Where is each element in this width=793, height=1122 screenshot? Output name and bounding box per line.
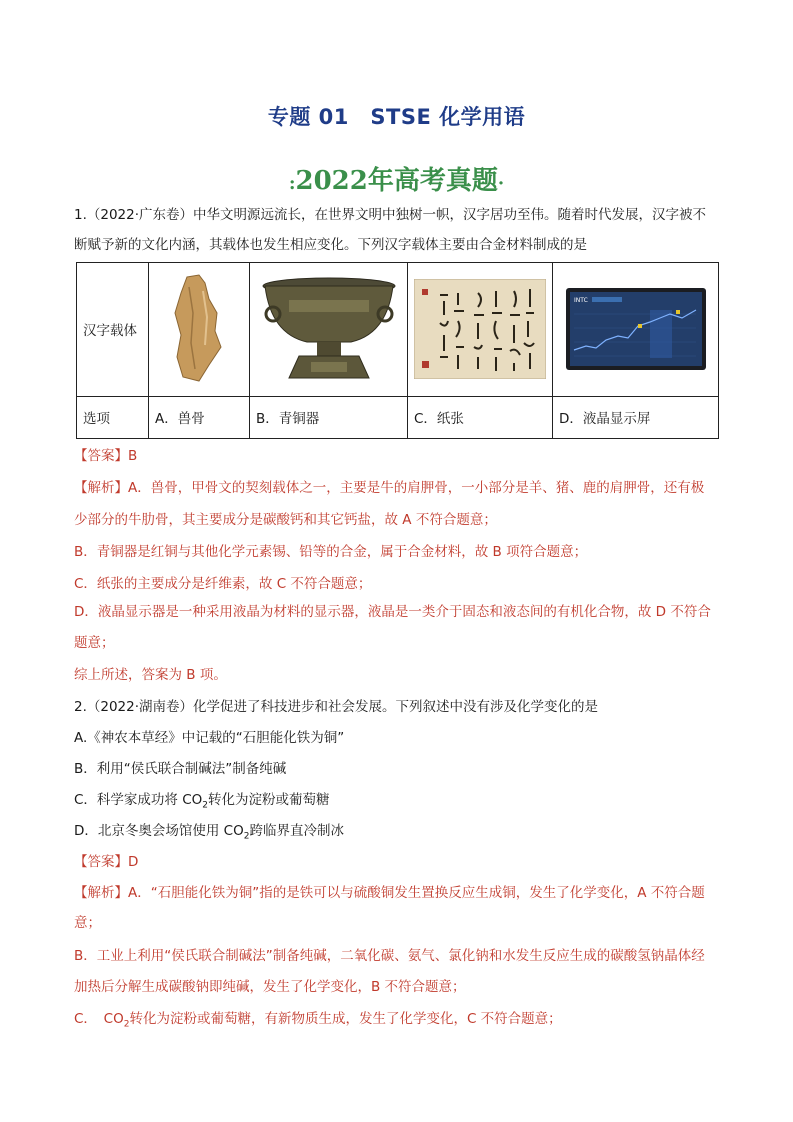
option-c: C．纸张 — [408, 396, 553, 438]
section-title — [0, 160, 793, 197]
q2-answer — [74, 852, 724, 872]
q2-option-c — [74, 790, 724, 816]
q2-analysis-c-post: 转化为淀粉或葡萄糖，有新物质生成，发生了化学变化，C 不符合题意； — [129, 1011, 562, 1027]
analysis-tag: 【解析】 — [74, 480, 128, 496]
q1-analysis-line7: 综上所述，答案为 B 项。 — [74, 667, 227, 683]
q2-stem: 2.（2022·湖南卷）化学促进了科技进步和社会发展。下列叙述中没有涉及化学变化的是 — [74, 699, 599, 715]
option-a: A．兽骨 — [149, 396, 250, 438]
option-d: D．液晶显示屏 — [553, 396, 719, 438]
q1-analysis-line4: C．纸张的主要成分是纤维素，故 C 不符合题意； — [74, 576, 372, 592]
answer-tag: 【答案】 — [74, 448, 128, 464]
q1-stem-line1: 1.（2022·广东卷）中华文明源远流长，在世界文明中独树一帜，汉字居功至伟。随着时代发展，汉字被不 — [74, 207, 707, 223]
q2-analysis-c-sub: 2 — [123, 1019, 130, 1030]
analysis-text: A．“石胆能化铁为铜”指的是铁可以与硫酸铜发生置换反应生成铜，发生了化学变化，A 不符合题 — [128, 885, 705, 901]
page-title: 专题 01 STSE 化学用语 — [267, 105, 526, 129]
answer-tag: 【答案】 — [74, 854, 128, 870]
q2-analysis-line4: 加热后分解生成碳酸钠即纯碱，发生了化学变化，B 不符合题意； — [74, 979, 466, 995]
q1-analysis-line2: 少部分的牛肋骨，其主要成分是碳酸钙和其它钙盐，故 A 不符合题意； — [74, 512, 497, 528]
q2-option-d-post: 跨临界直冷制冰 — [249, 823, 344, 839]
answer-value: B — [128, 448, 138, 464]
q2-analysis-line5 — [74, 1009, 724, 1035]
q2-option-d — [74, 821, 724, 847]
image-lcd-screen — [553, 263, 719, 397]
q2-analysis-line3: B．工业上利用“侯氏联合制碱法”制备纯碱，二氧化碳、氨气、氯化钠和水发生反应生成的碳酸氢钠晶体经 — [74, 948, 705, 964]
q2-option-d-pre: D．北京冬奥会场馆使用 CO — [74, 823, 244, 839]
image-animal-bone — [149, 263, 250, 397]
q2-analysis-line2: 意； — [74, 915, 101, 931]
q2-analysis-line1 — [74, 883, 724, 903]
section-right-mark: · — [497, 173, 505, 194]
section-title-text: 2022年高考真题 — [295, 166, 498, 196]
q2-option-c-post: 转化为淀粉或葡萄糖 — [208, 792, 330, 808]
image-paper-calligraphy — [408, 263, 553, 397]
analysis-text: A．兽骨，甲骨文的契刻载体之一，主要是牛的肩胛骨，一小部分是羊、猪、鹿的肩胛骨，还有极 — [128, 480, 705, 496]
option-b: B．青铜器 — [250, 396, 408, 438]
q2-option-a: A.《神农本草经》中记载的“石胆能化铁为铜” — [74, 730, 345, 746]
q2-option-c-sub: 2 — [202, 800, 209, 811]
q1-analysis-line5: D．液晶显示器是一种采用液晶为材料的显示器，液晶是一类介于固态和液态间的有机化合物，故 D 不符合 — [74, 604, 711, 620]
answer-value: D — [128, 854, 139, 870]
q1-analysis-line1 — [74, 478, 724, 498]
q1-answer — [74, 446, 724, 466]
row-label-options: 选项 — [77, 396, 149, 438]
row-label-carrier: 汉字载体 — [77, 263, 149, 397]
q2-option-b: B．利用“侯氏联合制碱法”制备纯碱 — [74, 761, 287, 777]
q1-analysis-line3: B．青铜器是红铜与其他化学元素锡、铅等的合金，属于合金材料，故 B 项符合题意； — [74, 544, 588, 560]
q2-analysis-c-pre: C． CO — [74, 1011, 124, 1027]
lcd-ticker-text: INTC — [573, 297, 588, 305]
q2-option-d-sub: 2 — [243, 831, 250, 842]
q1-analysis-line6: 题意； — [74, 635, 115, 651]
q1-stem-line2: 断赋予新的文化内涵，其载体也发生相应变化。下列汉字载体主要由合金材料制成的是 — [74, 237, 587, 253]
q1-options-table — [76, 262, 719, 439]
q2-option-c-pre: C．科学家成功将 CO — [74, 792, 203, 808]
analysis-tag: 【解析】 — [74, 885, 128, 901]
image-bronze-vessel — [250, 263, 408, 397]
section-left-mark: : — [288, 173, 296, 194]
